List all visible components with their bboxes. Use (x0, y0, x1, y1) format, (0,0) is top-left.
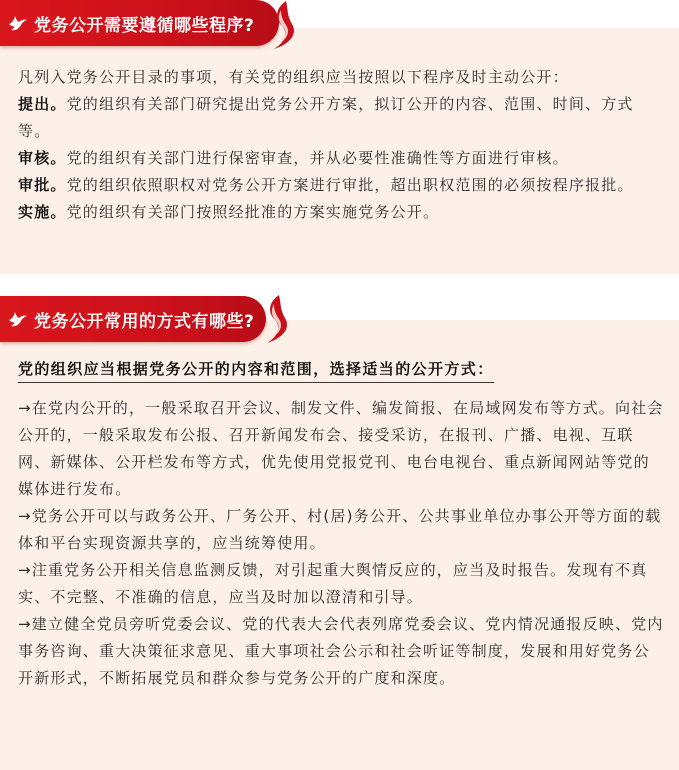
step-term: 提出。 (18, 95, 67, 113)
step-term: 实施。 (18, 203, 67, 221)
step-item (18, 145, 665, 172)
step-text: 党的组织有关部门进行保密审查，并从必要性准确性等方面进行审核。 (66, 149, 569, 167)
section-header-methods (0, 296, 266, 342)
method-item: →党务公开可以与政务公开、厂务公开、村(居)务公开、公共事业单位办事公开等方面的载体和平台实现资源共享的，应当统筹使用。 (18, 507, 662, 552)
procedures-body (18, 64, 665, 226)
step-text: 党的组织有关部门研究提出党务公开方案，拟订公开的内容、范围、时间、方式等。 (18, 95, 634, 140)
method-item: →建立健全党员旁听党委会议、党的代表大会代表列席党委会议、党内情况通报反映、党内事务咨询、重大决策征求意见、重大事项社会公示和社会听证等制度，发展和用好党务公开新形式，不断拓展党员和群众参与党务公开的广度和深度。 (18, 615, 664, 687)
procedures-intro: 凡列入党务公开目录的事项，有关党的组织应当按照以下程序及时主动公开： (18, 68, 569, 86)
step-text: 党的组织有关部门按照经批准的方案实施党务公开。 (66, 203, 440, 221)
dove-icon (6, 307, 30, 331)
methods-lead: 党的组织应当根据党务公开的内容和范围，选择适当的公开方式： (18, 356, 494, 383)
section-header-procedures (0, 0, 279, 46)
method-item: →在党内公开的，一般采取召开会议、制发文件、编发简报、在局域网发布等方式。向社会公开的，一般采取发布公报、召开新闻发布会、接受采访，在报刊、广播、电视、互联网、新媒体、公开栏发布等方式，优先使用党报党刊、电台电视台、重点新闻网站等党的媒体进行发布。 (18, 399, 664, 498)
step-text: 党的组织依照职权对党务公开方案进行审批，超出职权范围的必须按程序报批。 (66, 176, 634, 194)
step-item (18, 199, 665, 226)
step-term: 审核。 (18, 149, 67, 167)
flame-ribbon-icon (261, 294, 293, 344)
dove-icon (6, 11, 30, 35)
flame-ribbon-icon (268, 0, 300, 50)
step-item (18, 172, 665, 199)
section-title: 党务公开常用的方式有哪些? (34, 311, 255, 332)
step-item (18, 91, 665, 145)
section-title: 党务公开需要遵循哪些程序? (34, 15, 255, 36)
step-term: 审批。 (18, 176, 67, 194)
methods-body (18, 356, 665, 692)
method-item: →注重党务公开相关信息监测反馈，对引起重大舆情反应的，应当及时报告。发现有不真实、不完整、不准确的信息，应当及时加以澄清和引导。 (18, 561, 648, 606)
